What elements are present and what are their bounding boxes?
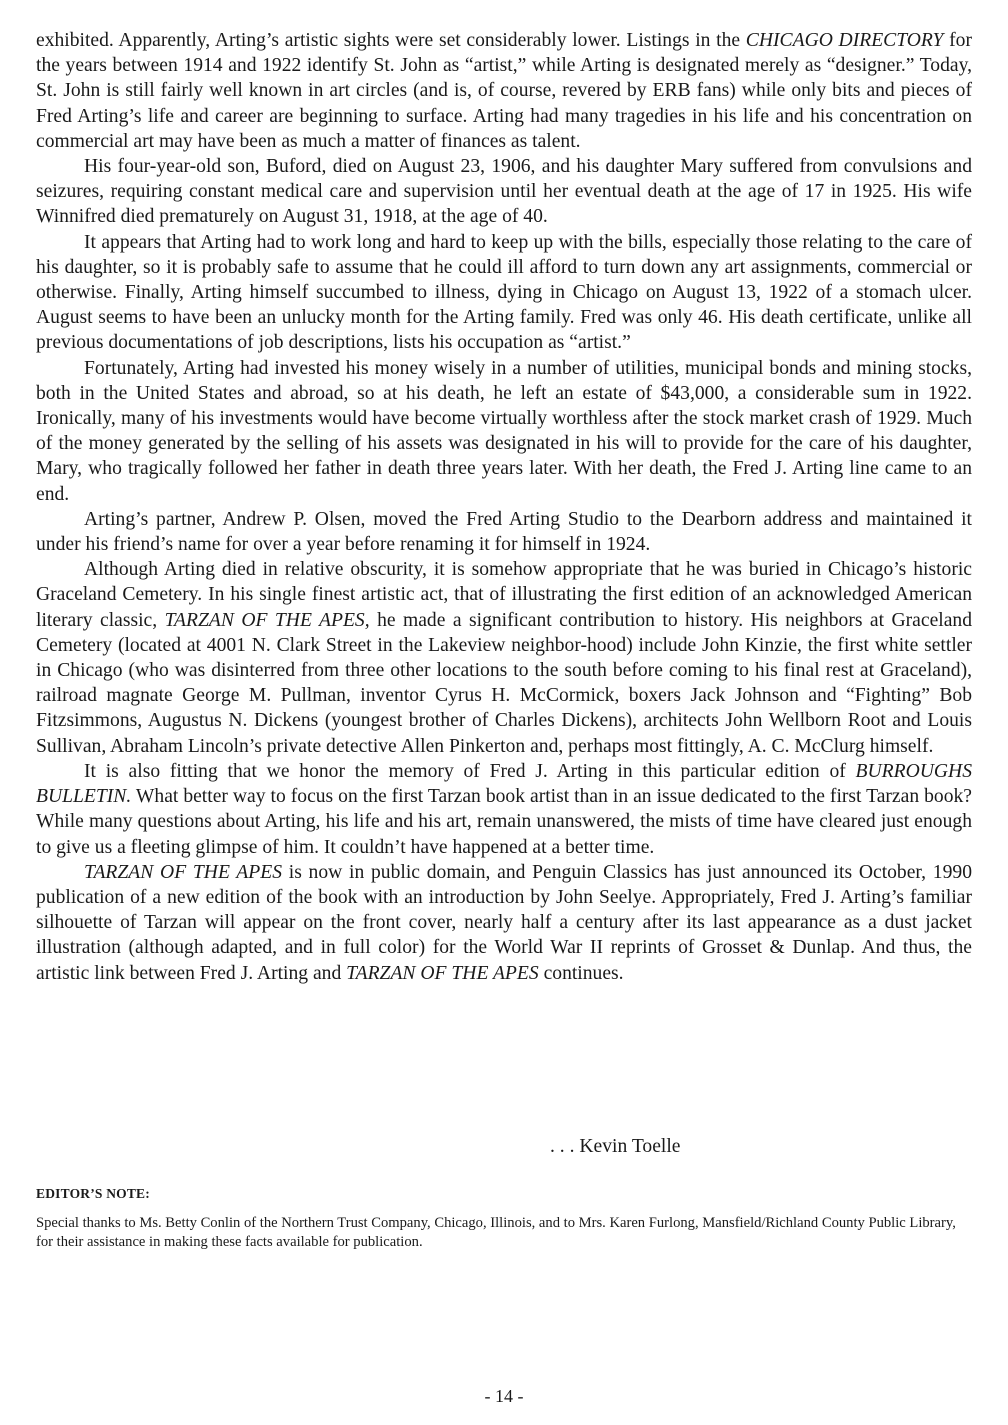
paragraph-text: What better way to focus on the first Tarzan book artist than in an issue dedicated to the first Tarzan book? While many questions about Arting, his life and his art, remain unanswered, the mists of time have cleared just enough to give us a fleeting glimpse of him. It couldn’t have happened at a better time. bbox=[36, 786, 972, 858]
italic-title-text: BURROUGHS BULLETIN. bbox=[36, 760, 972, 808]
paragraph-text: he made a significant contribution to history. His neighbors at Graceland Cemetery (located at 4001 N. Clark Street in the Lakeview neighbor-hood) include John Kinzie, the first white settler in Chicago (who was disinterred from three other locations to the south before coming to his final rest at Graceland), railroad magnate George M. Pullman, inventor Cyrus H. McCormick, boxers Jack Johnson and “Fighting” Bob Fitzsimmons, Augustus N. Dickens (youngest brother of Charles Dickens), architects John Wellborn Root and Louis Sullivan, Abraham Lincoln’s private detective Allen Pinkerton and, perhaps most fittingly, A. C. McClurg himself. bbox=[36, 609, 973, 757]
article-paragraph bbox=[36, 759, 972, 860]
article-paragraph bbox=[36, 356, 972, 507]
italic-title-text: TARZAN OF THE APES, bbox=[164, 609, 370, 631]
editor-note-heading: EDITOR’S NOTE: bbox=[36, 1186, 150, 1201]
paragraph-text: for the years between 1914 and 1922 identify St. John as “artist,” while Arting is designated merely as “designer.” Today, St. John is still fairly well known in art circles (and is, of course, revered by ERB fans) while only bits and pieces of Fred Arting’s life and career are beginning to surface. Arting had many tragedies in his life and his concentration on commercial art may have been as much a matter of finances as talent. bbox=[36, 30, 972, 152]
article-paragraph bbox=[36, 230, 972, 356]
paragraph-text: Fortunately, Arting had invested his money wisely in a number of utilities, municipal bonds and mining stocks, both in the United States and abroad, so at his death, he left an estate of $43,000, a considerable sum in 1922. Ironically, many of his investments would have become virtually worthless after the stock market crash of 1929. Much of the money generated by the selling of his assets was designated in his will to provide for the care of his daughter, Mary, who tragically followed her father in death three years later. With her death, the Fred J. Arting line came to an end. bbox=[36, 357, 972, 505]
paragraph-text: It appears that Arting had to work long and hard to keep up with the bills, especially those relating to the care of his daughter, so it is probably safe to assume that he could ill afford to turn down any art assignments, commercial or otherwise. Finally, Arting himself succumbed to illness, dying in Chicago on August 13, 1922 of a stomach ulcer. August seems to have been an unlucky month for the Arting family. Fred was only 46. His death certificate, unlike all previous documentations of job descriptions, lists his occupation as “artist.” bbox=[36, 231, 972, 354]
article-paragraph bbox=[36, 860, 972, 986]
italic-title-text: TARZAN OF THE APES bbox=[84, 861, 283, 883]
paragraph-text: is now in public domain, and Penguin Classics has just announced its October, 1990 publication of a new edition of the book with an introduction by John Seelye. Appropriately, Fred J. Arting’s familiar silhouette of Tarzan will appear on the front cover, nearly half a century after its last appearance as a dust jacket illustration (although adapted, and in full color) for the World War II reprints of Grosset & Dunlap. And thus, the artistic link between Fred J. Arting and bbox=[36, 861, 972, 984]
paragraph-text: Arting’s partner, Andrew P. Olsen, moved the Fred Arting Studio to the Dearborn address and maintained it under his friend’s name for over a year before renaming it for himself in 1924. bbox=[36, 508, 972, 556]
page-number: - 14 - bbox=[484, 1386, 524, 1406]
paragraph-text: exhibited. Apparently, Arting’s artistic sights were set considerably lower. Listings in the bbox=[36, 30, 746, 51]
paragraph-text: His four-year-old son, Buford, died on August 23, 1906, and his daughter Mary suffered from convulsions and seizures, requiring constant medical care and supervision until her eventual death at the age of 17 in 1925. His wife Winnifred died prematurely on August 31, 1918, at the age of 40. bbox=[36, 156, 972, 228]
article-paragraph bbox=[36, 28, 972, 154]
article-paragraph bbox=[36, 507, 972, 557]
article-body bbox=[36, 28, 972, 986]
italic-title-text: CHICAGO DIRECTORY bbox=[745, 30, 944, 51]
paragraph-text: It is also fitting that we honor the memory of Fred J. Arting in this particular edition of bbox=[84, 760, 856, 782]
author-signature: . . . Kevin Toelle bbox=[550, 1136, 681, 1157]
article-paragraph bbox=[36, 557, 972, 759]
paragraph-text: Although Arting died in relative obscurity, it is somehow appropriate that he was buried in Chicago’s historic Graceland Cemetery. In his single finest artistic act, that of illustrating the first edition of an acknowledged American literary classic, bbox=[36, 559, 972, 631]
article-paragraph bbox=[36, 154, 972, 230]
italic-title-text: TARZAN OF THE APES bbox=[346, 962, 539, 984]
editor-note-body: Special thanks to Ms. Betty Conlin of the Northern Trust Company, Chicago, Illinois, and to Mrs. Karen Furlong, Mansfield/Richland County Public Library, for their assistance in making these facts available for publication. bbox=[36, 1215, 956, 1250]
paragraph-text: continues. bbox=[538, 962, 624, 984]
